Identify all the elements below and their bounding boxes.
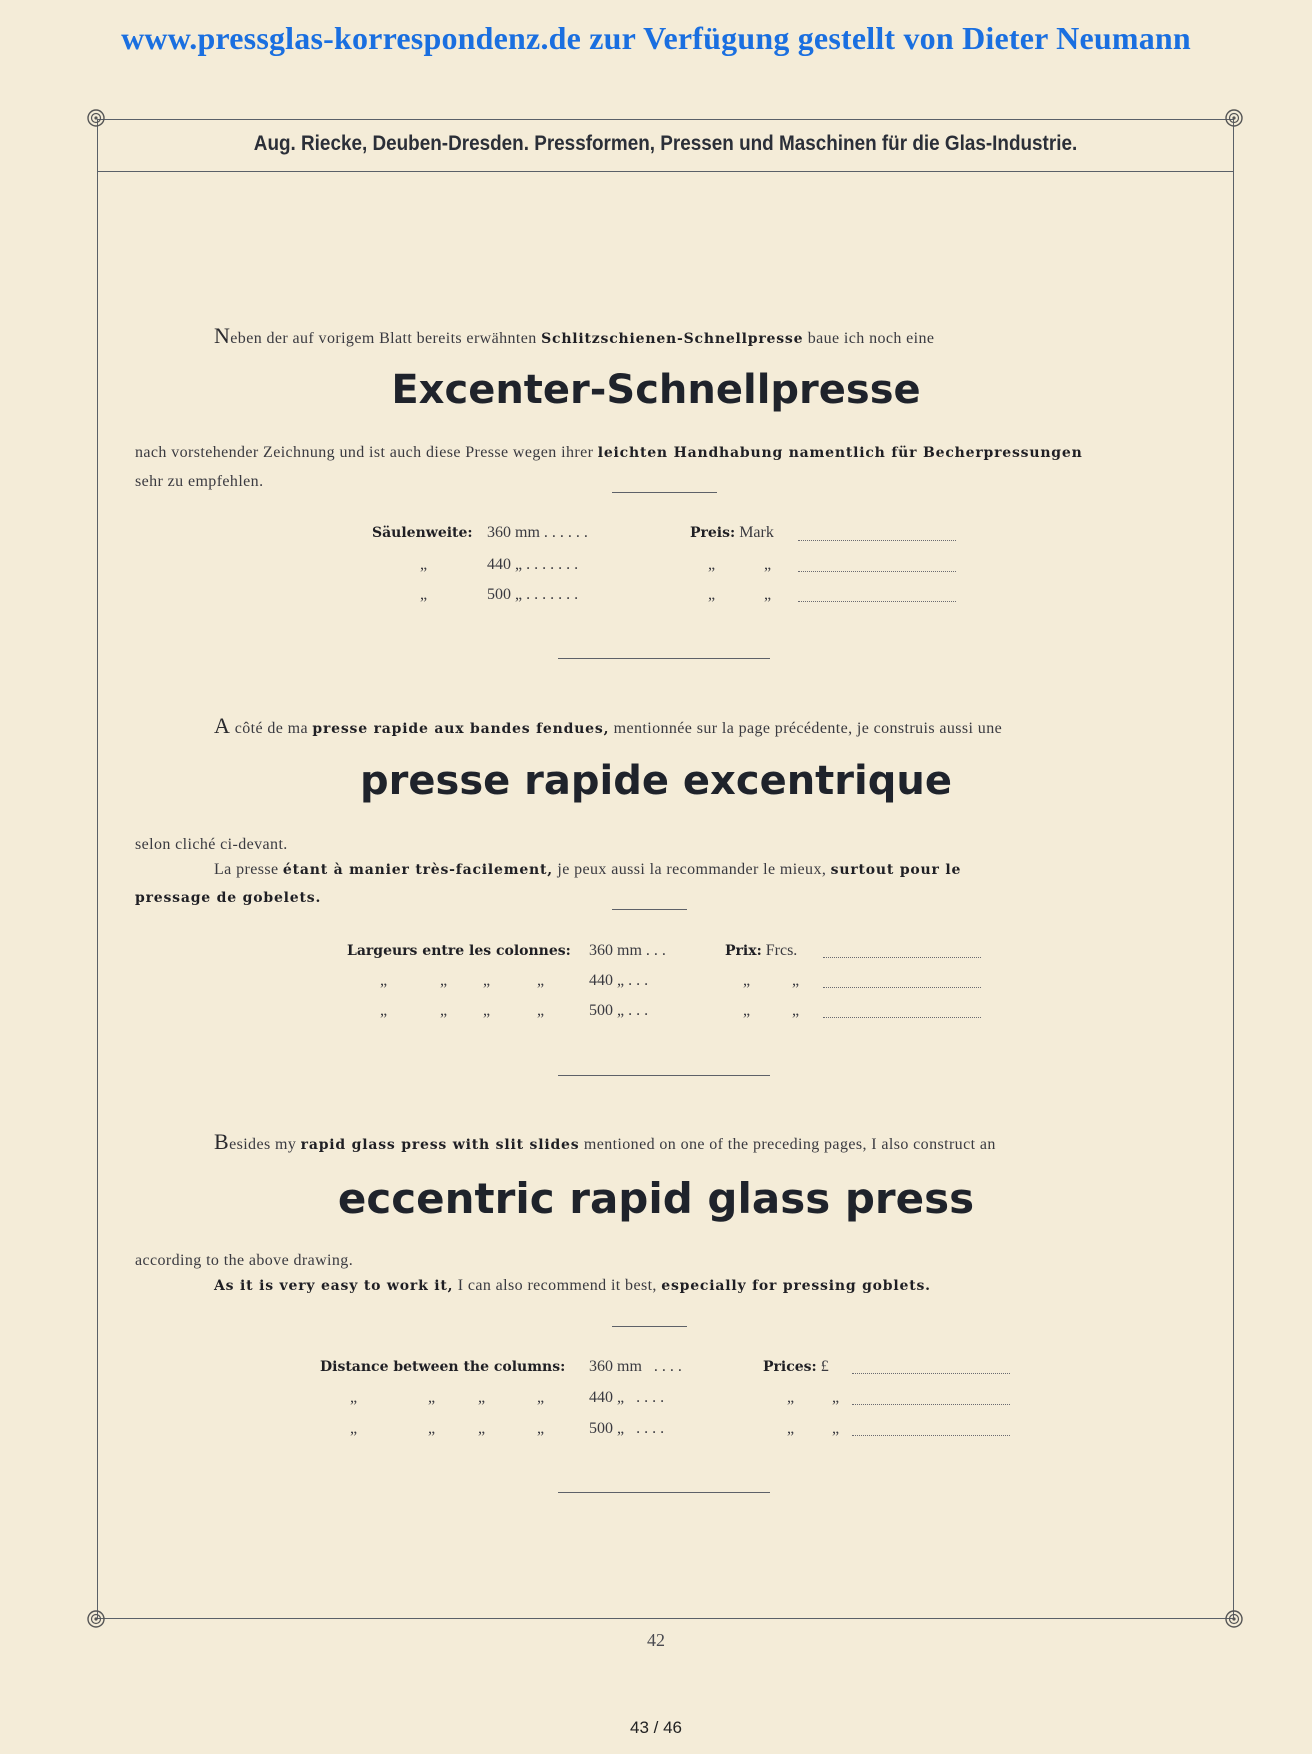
price-blank-line (798, 540, 956, 541)
ditto-mark: „ (515, 586, 523, 603)
unit: mm (515, 524, 540, 541)
english-row-1-size: 360 mm . . . . (589, 1358, 682, 1375)
label-text: Distance between the columns: (320, 1359, 566, 1375)
german-line2-bold: leichten Handhabung namentlich für Becherpressungen (597, 445, 1083, 461)
ditto-mark: „ (478, 1420, 486, 1437)
ditto-mark: „ (792, 972, 800, 989)
ditto-mark: „ (708, 586, 716, 603)
short-rule (612, 492, 717, 493)
drop-cap: N (214, 323, 231, 348)
german-row-2-size: 440 „ . . . . . . . (487, 556, 579, 573)
english-line3-text: I can also recommend it best, (457, 1277, 657, 1294)
english-price-label (763, 1358, 829, 1376)
german-intro (214, 323, 934, 349)
english-line3-bold-end: especially for pressing goblets. (661, 1278, 931, 1294)
size-value: 500 (589, 1002, 613, 1019)
drop-cap: B (214, 1129, 230, 1154)
price-blank-line (823, 987, 981, 988)
firm-heading: Aug. Riecke, Deuben-Dresden. Pressformen, Pressen und Maschinen für die Glas-Industrie. (253, 132, 1078, 155)
ditto-mark: „ (787, 1389, 795, 1406)
ditto-mark: „ (428, 1389, 436, 1406)
german-intro-text-end: baue ich noch eine (807, 330, 935, 347)
french-intro-text: côté de ma (234, 720, 308, 737)
price-label-text: Prices: (763, 1359, 817, 1375)
ditto-mark: „ (792, 1002, 800, 1019)
ditto-mark: „ (617, 1389, 625, 1406)
ditto-mark: „ (478, 1389, 486, 1406)
french-row-3-size: 500 „ . . . (589, 1002, 649, 1019)
size-value: 440 (487, 556, 511, 573)
price-blank-line (852, 1373, 1010, 1374)
price-label-text: Preis: (690, 525, 736, 541)
english-intro-bold: rapid glass press with slit slides (300, 1137, 580, 1153)
unit: mm (617, 1358, 642, 1375)
ditto-mark: „ (428, 1420, 436, 1437)
currency: £ (820, 1358, 829, 1375)
size-value: 360 (589, 1358, 613, 1375)
english-line2: according to the above drawing. (135, 1252, 354, 1269)
french-intro-bold: presse rapide aux bandes fendues, (312, 721, 610, 737)
french-line4 (135, 889, 321, 907)
ditto-mark: „ (420, 556, 428, 573)
german-row-1-size: 360 mm . . . . . . (487, 524, 588, 541)
french-title: presse rapide excentrique (360, 758, 952, 804)
drop-cap: A (214, 713, 231, 738)
size-value: 440 (589, 1389, 613, 1406)
spiral-ornament-icon (86, 1609, 106, 1629)
size-value: 360 (589, 942, 613, 959)
ditto-mark: „ (380, 1002, 388, 1019)
french-line3-text-mid: je peux aussi la recommander le mieux, (557, 861, 827, 878)
ditto-mark: „ (764, 556, 772, 573)
ditto-mark: „ (440, 972, 448, 989)
german-line3: sehr zu empfehlen. (135, 473, 264, 490)
ditto-mark: „ (743, 1002, 751, 1019)
french-intro (214, 713, 1002, 739)
german-row-3-size: 500 „ . . . . . . . (487, 586, 579, 603)
size-value: 500 (589, 1420, 613, 1437)
german-intro-bold: Schlitzschienen-Schnellpresse (541, 331, 804, 347)
english-row-3-size: 500 „ . . . . (589, 1420, 665, 1437)
french-line3-text: La presse (214, 861, 279, 878)
french-row-2-size: 440 „ . . . (589, 972, 649, 989)
ditto-mark: „ (617, 1002, 625, 1019)
ditto-mark: „ (832, 1389, 840, 1406)
german-line2-text: nach vorstehender Zeichnung und ist auch diese Presse wegen ihrer (135, 444, 594, 461)
french-line2: selon cliché ci-devant. (135, 836, 288, 853)
english-intro-text-end: mentioned on one of the preceding pages, I also construct an (583, 1136, 996, 1153)
label-text: Säulenweite: (372, 525, 473, 541)
ditto-mark: „ (764, 586, 772, 603)
ditto-mark: „ (537, 1420, 545, 1437)
english-row-2-size: 440 „ . . . . (589, 1389, 665, 1406)
section-divider (558, 1492, 770, 1493)
ditto-mark: „ (537, 1389, 545, 1406)
french-price-label (725, 942, 797, 960)
ditto-mark: „ (832, 1420, 840, 1437)
ditto-mark: „ (743, 972, 751, 989)
section-divider (558, 1075, 770, 1076)
german-intro-text: eben der auf vorigem Blatt bereits erwähnten (230, 330, 537, 347)
spiral-ornament-icon (86, 108, 106, 128)
spiral-ornament-icon (1224, 108, 1244, 128)
german-line2 (135, 444, 1083, 462)
ditto-mark: „ (380, 972, 388, 989)
price-blank-line (823, 957, 981, 958)
header-rule (97, 171, 1234, 172)
english-line3-bold: As it is very easy to work it, (214, 1278, 454, 1294)
pdf-page-indicator: 43 / 46 (630, 1718, 682, 1737)
ditto-mark: „ (537, 1002, 545, 1019)
short-rule (612, 909, 687, 910)
price-blank-line (798, 601, 956, 602)
price-blank-line (823, 1017, 981, 1018)
german-price-label (690, 524, 774, 542)
ditto-mark: „ (537, 972, 545, 989)
english-table-label (320, 1358, 565, 1376)
price-blank-line (852, 1435, 1010, 1436)
ditto-mark: „ (420, 586, 428, 603)
label-text: Largeurs entre les colonnes: (347, 943, 571, 959)
ditto-mark: „ (787, 1420, 795, 1437)
english-line3 (214, 1277, 931, 1295)
french-intro-text-end: mentionnée sur la page précédente, je construis aussi une (613, 720, 1003, 737)
ditto-mark: „ (440, 1002, 448, 1019)
ditto-mark: „ (350, 1389, 358, 1406)
french-line3-bold: étant à manier très-facilement, (282, 862, 553, 878)
french-line4-bold: pressage de gobelets. (135, 890, 322, 906)
english-title: eccentric rapid glass press (337, 1174, 975, 1223)
unit: mm (617, 942, 642, 959)
currency: Frcs. (765, 942, 798, 959)
price-blank-line (852, 1404, 1010, 1405)
short-rule (612, 1326, 687, 1327)
ditto-mark: „ (483, 1002, 491, 1019)
size-value: 360 (487, 524, 511, 541)
currency: Mark (739, 524, 774, 541)
french-line3 (214, 861, 1194, 879)
ditto-mark: „ (515, 556, 523, 573)
french-line3-bold-end: surtout pour le (830, 862, 962, 878)
ditto-mark: „ (708, 556, 716, 573)
price-label-text: Prix: (725, 943, 762, 959)
size-value: 440 (589, 972, 613, 989)
german-title: Excenter-Schnellpresse (391, 367, 921, 413)
german-table-label (372, 524, 473, 542)
spiral-ornament-icon (1224, 1609, 1244, 1629)
source-header: www.pressglas-korrespondenz.de zur Verfügung gestellt von Dieter Neumann (121, 20, 1191, 56)
english-intro (214, 1129, 996, 1155)
english-intro-text: esides my (229, 1136, 297, 1153)
ditto-mark: „ (483, 972, 491, 989)
ditto-mark: „ (617, 972, 625, 989)
page-number: 42 (647, 1630, 665, 1650)
section-divider (558, 658, 770, 659)
price-blank-line (798, 571, 956, 572)
ditto-mark: „ (617, 1420, 625, 1437)
french-row-1-size: 360 mm . . . (589, 942, 666, 959)
french-table-label (347, 942, 571, 960)
size-value: 500 (487, 586, 511, 603)
ditto-mark: „ (350, 1420, 358, 1437)
